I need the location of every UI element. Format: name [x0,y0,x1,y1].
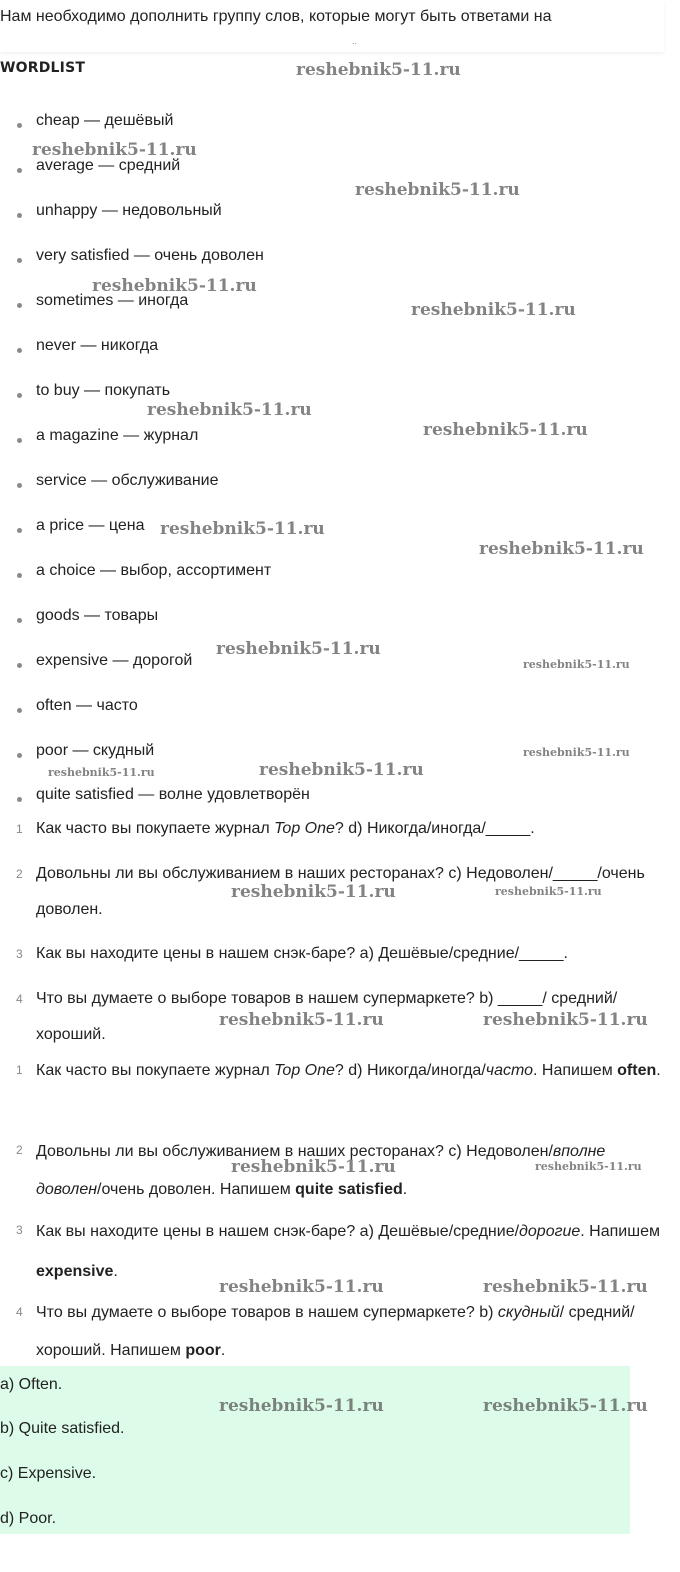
bullet-icon [17,708,22,713]
question-number: 2 [16,867,23,881]
list-item: goods — товары [36,607,159,624]
list-item: sometimes — иногда [36,292,189,309]
intro-strip [0,0,664,52]
bullet-icon [17,483,22,488]
question-1: Как часто вы покупаете журнал Top One? d) Никогда/иногда/_____. [36,820,535,837]
watermark: reshebnik5-11.ru [296,60,461,80]
bullet-icon [17,213,22,218]
answer-c: c) Expensive. [0,1465,97,1482]
list-item: average — средний [36,157,181,174]
solution-4: Что вы думаете о выборе товаров в нашем супермаркете? b) скудный/ средний/хороший. Напишем poor. [36,1304,635,1359]
list-item: a choice — выбор, ассортимент [36,562,272,579]
question-number: 3 [16,947,23,961]
watermark: reshebnik5-11.ru [483,1396,648,1416]
list-item: to buy — покупать [36,382,171,399]
watermark: reshebnik5-11.ru [160,519,325,539]
bullet-icon [17,348,22,353]
intro-ellipsis: .. [352,36,358,46]
list-item: quite satisfied — волне удовлетворён [36,786,310,803]
watermark: reshebnik5-11.ru [147,400,312,420]
bullet-icon [17,618,22,623]
watermark: reshebnik5-11.ru [219,1010,384,1030]
watermark: reshebnik5-11.ru [483,1010,648,1030]
watermark: reshebnik5-11.ru [535,1160,642,1173]
watermark: reshebnik5-11.ru [219,1277,384,1297]
solution-number: 4 [16,1305,23,1319]
watermark: reshebnik5-11.ru [423,420,588,440]
solution-2: Довольны ли вы обслуживанием в наших ресторанах? c) Недоволен/вполне доволен/очень доволен. Напишем quite satisfied. [36,1143,606,1198]
list-item: a price — цена [36,517,145,534]
list-item: very satisfied — очень доволен [36,247,264,264]
watermark: reshebnik5-11.ru [479,539,644,559]
watermark: reshebnik5-11.ru [495,885,602,898]
list-item: expensive — дорогой [36,652,193,669]
solution-number: 2 [16,1143,23,1157]
solution-number: 1 [16,1063,23,1077]
watermark: reshebnik5-11.ru [48,766,155,779]
answers-box [0,1366,630,1534]
list-item: service — обслуживание [36,472,219,489]
list-item: never — никогда [36,337,159,354]
question-2: Довольны ли вы обслуживанием в наших ресторанах? c) Недоволен/_____/очень доволен. [36,865,645,918]
answer-a: a) Often. [0,1376,63,1393]
watermark: reshebnik5-11.ru [483,1277,648,1297]
answer-b: b) Quite satisfied. [0,1420,125,1437]
watermark: reshebnik5-11.ru [523,658,630,671]
watermark: reshebnik5-11.ru [219,1396,384,1416]
bullet-icon [17,303,22,308]
watermark: reshebnik5-11.ru [523,746,630,759]
watermark: reshebnik5-11.ru [411,300,576,320]
bullet-icon [17,258,22,263]
watermark: reshebnik5-11.ru [231,1157,396,1177]
wordlist-title: WORDLIST [0,60,86,76]
watermark: reshebnik5-11.ru [216,639,381,659]
question-number: 1 [16,822,23,836]
bullet-icon [17,393,22,398]
intro-text: Нам необходимо дополнить группу слов, которые могут быть ответами на [0,8,552,25]
question-4: Что вы думаете о выборе товаров в нашем супермаркете? b) _____/ средний/хороший. [36,990,618,1043]
watermark: reshebnik5-11.ru [355,180,520,200]
bullet-icon [17,753,22,758]
list-item: cheap — дешёвый [36,112,174,129]
bullet-icon [17,573,22,578]
bullet-icon [17,438,22,443]
solution-number: 3 [16,1223,23,1237]
bullet-icon [17,168,22,173]
question-number: 4 [16,992,23,1006]
watermark: reshebnik5-11.ru [231,882,396,902]
bullet-icon [17,663,22,668]
list-item: often — часто [36,697,138,714]
list-item: poor — скудный [36,742,155,759]
question-3: Как вы находите цены в нашем снэк-баре? a) Дешёвые/средние/_____. [36,945,568,962]
watermark: reshebnik5-11.ru [92,276,257,296]
bullet-icon [17,528,22,533]
list-item: unhappy — недовольный [36,202,222,219]
bullet-icon [17,797,22,802]
solution-1: Как часто вы покупаете журнал Top One? d) Никогда/иногда/часто. Напишем often. [36,1062,661,1079]
answer-d: d) Poor. [0,1510,57,1527]
watermark: reshebnik5-11.ru [259,760,424,780]
bullet-icon [17,123,22,128]
list-item: a magazine — журнал [36,427,199,444]
solution-3: Как вы находите цены в нашем снэк-баре? a) Дешёвые/средние/дорогие. Напишем expensive. [36,1223,660,1280]
watermark: reshebnik5-11.ru [32,140,197,160]
